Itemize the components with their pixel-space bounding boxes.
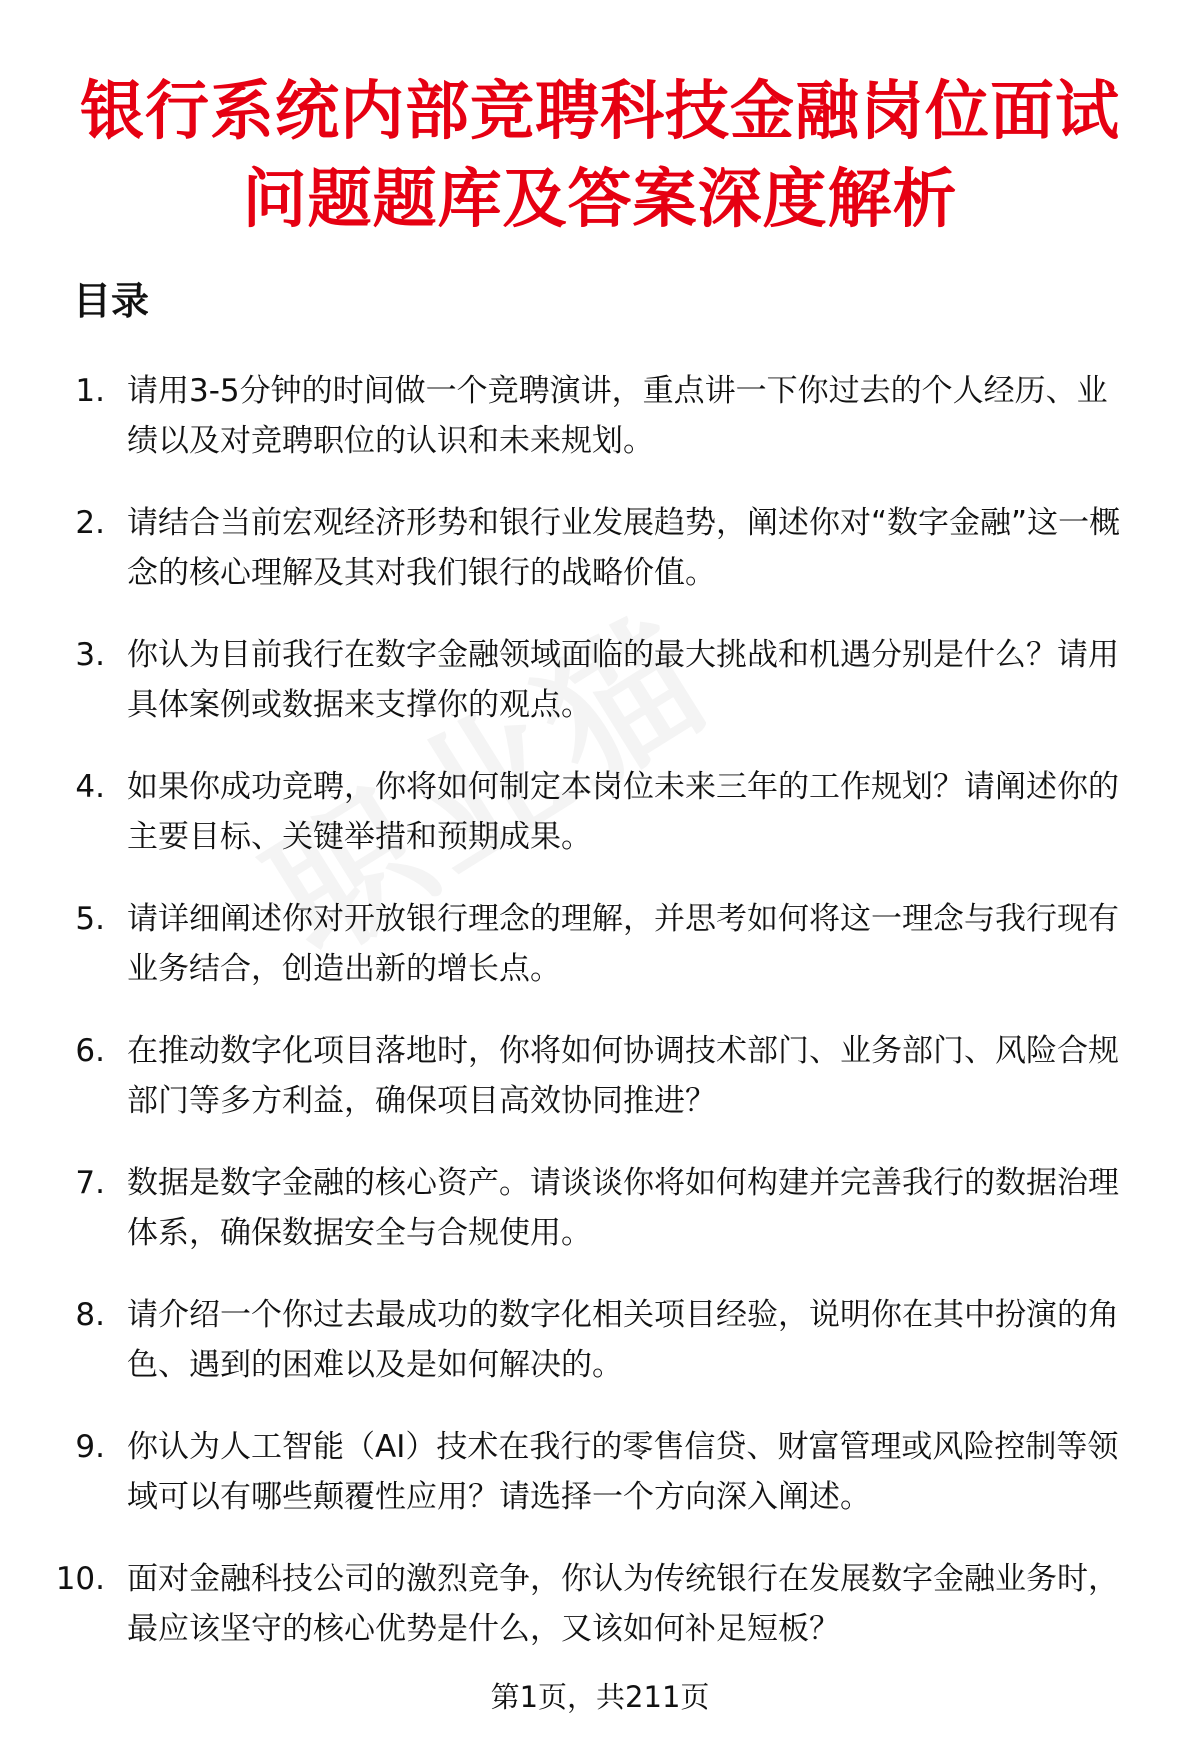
- toc-item-number: 3.: [75, 637, 105, 673]
- toc-item-6[interactable]: [0, 1026, 1200, 1158]
- toc-item-7[interactable]: [0, 1158, 1200, 1290]
- toc-item-text: 请结合当前宏观经济形势和银行业发展趋势，阐述你对“数字金融”这一概念的核心理解及其对我们银行的战略价值。: [127, 505, 1121, 591]
- toc-item-text: 你认为人工智能（AI）技术在我行的零售信贷、财富管理或风险控制等领域可以有哪些颠覆性应用？请选择一个方向深入阐述。: [127, 1429, 1119, 1515]
- toc-item-text: 数据是数字金融的核心资产。请谈谈你将如何构建并完善我行的数据治理体系，确保数据安全与合规使用。: [127, 1165, 1119, 1251]
- toc-item-5[interactable]: [0, 894, 1200, 1026]
- toc-item-number: 7.: [75, 1165, 105, 1201]
- toc-item-1[interactable]: [0, 366, 1200, 498]
- toc-item-text: 请用3-5分钟的时间做一个竞聘演讲，重点讲一下你过去的个人经历、业绩以及对竞聘职位的认识和未来规划。: [127, 373, 1108, 459]
- toc-item-10[interactable]: [0, 1554, 1200, 1686]
- toc-item-3[interactable]: [0, 630, 1200, 762]
- toc-item-2[interactable]: [0, 498, 1200, 630]
- document-title: 银行系统内部竞聘科技金融岗位面试问题题库及答案深度解析: [80, 75, 1120, 237]
- toc-item-8[interactable]: [0, 1290, 1200, 1422]
- page-footer: 第1页，共211页: [490, 1680, 710, 1714]
- toc-item-text: 你认为目前我行在数字金融领域面临的最大挑战和机遇分别是什么？请用具体案例或数据来支撑你的观点。: [127, 637, 1119, 723]
- toc-item-4[interactable]: [0, 762, 1200, 894]
- toc-item-number: 10.: [55, 1561, 105, 1597]
- toc-heading: 目录: [73, 279, 150, 323]
- toc-item-number: 2.: [75, 505, 105, 541]
- toc-item-number: 4.: [75, 769, 105, 805]
- toc-item-number: 5.: [75, 901, 105, 937]
- toc-item-text: 请详细阐述你对开放银行理念的理解，并思考如何将这一理念与我行现有业务结合，创造出新的增长点。: [127, 901, 1119, 987]
- toc-item-number: 1.: [75, 373, 105, 409]
- toc-item-text: 如果你成功竞聘，你将如何制定本岗位未来三年的工作规划？请阐述你的主要目标、关键举措和预期成果。: [127, 769, 1119, 855]
- toc-item-text: 面对金融科技公司的激烈竞争，你认为传统银行在发展数字金融业务时，最应该坚守的核心优势是什么，又该如何补足短板？: [127, 1561, 1119, 1647]
- toc-item-text: 请介绍一个你过去最成功的数字化相关项目经验，说明你在其中扮演的角色、遇到的困难以及是如何解决的。: [127, 1297, 1119, 1383]
- toc-item-number: 9.: [75, 1429, 105, 1465]
- toc-item-number: 8.: [75, 1297, 105, 1333]
- toc-item-number: 6.: [75, 1033, 105, 1069]
- toc-item-9[interactable]: [0, 1422, 1200, 1554]
- toc-item-text: 在推动数字化项目落地时，你将如何协调技术部门、业务部门、风险合规部门等多方利益，确保项目高效协同推进？: [127, 1033, 1119, 1119]
- toc-list: [0, 366, 1200, 1686]
